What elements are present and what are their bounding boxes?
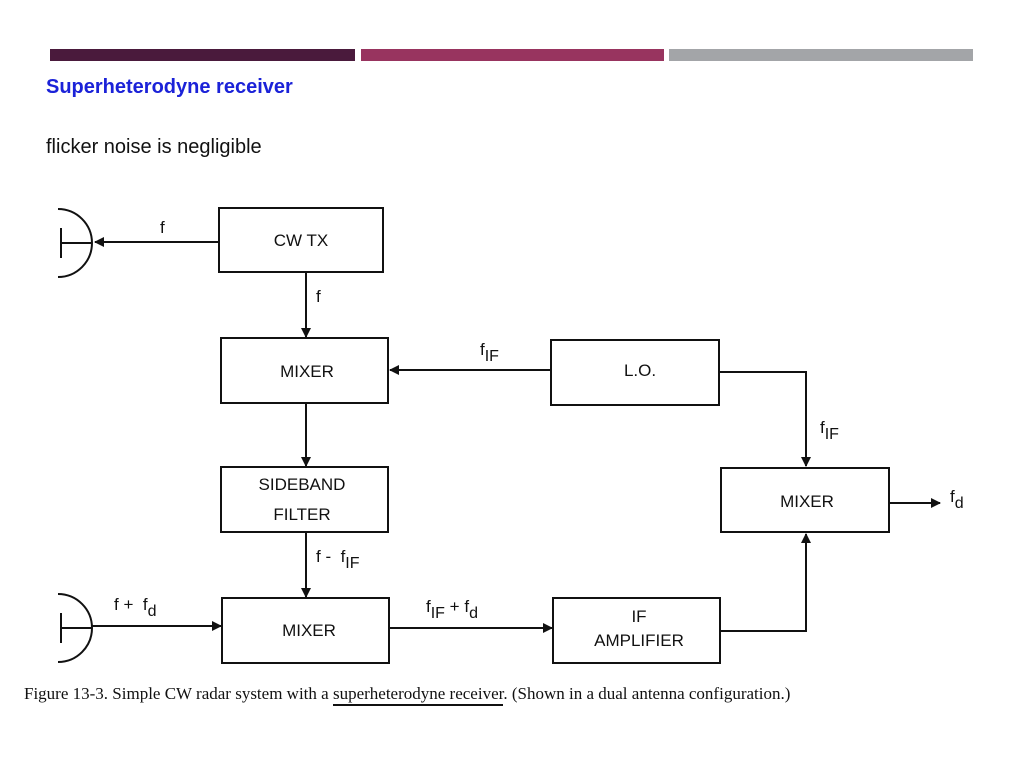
signal-fd-output: fd <box>950 487 964 512</box>
caption-text-end: . (Shown in a dual antenna configuration.) <box>503 684 791 703</box>
if-amplifier-label-1: IF <box>631 607 647 626</box>
figure-caption <box>24 683 1014 705</box>
caption-text-start: Figure 13-3. Simple CW radar system with a <box>24 684 333 703</box>
signal-f-mixer: f <box>316 287 321 306</box>
mixer-top-label: MIXER <box>280 362 334 381</box>
slide-title: Superheterodyne receiver <box>46 76 293 98</box>
rx-antenna-icon <box>58 594 92 662</box>
lo-label: L.O. <box>623 361 657 380</box>
if-amplifier-label-2: AMPLIFIER <box>594 631 684 650</box>
if-to-right-mixer-line <box>720 534 806 631</box>
signal-f-plus-fd: f + fd <box>114 595 157 620</box>
caption-underlined-term: superheterodyne receiver <box>333 684 503 706</box>
sideband-filter-label-2: FILTER <box>273 505 331 524</box>
tx-antenna-icon <box>58 209 92 277</box>
lo-to-right-mixer-line <box>719 372 806 466</box>
mixer-bottom-label: MIXER <box>282 621 336 640</box>
sideband-filter-label-1: SIDEBAND <box>258 475 346 494</box>
cw-tx-label: CW TX <box>273 231 329 250</box>
slide-subtitle: flicker noise is negligible <box>46 136 262 158</box>
signal-fif-down: fIF <box>820 418 839 443</box>
mixer-right-label: MIXER <box>780 492 834 511</box>
signal-fif-lo: fIF <box>480 340 499 365</box>
signal-f-minus-fif: f - fIF <box>316 547 360 572</box>
signal-f-antenna: f <box>160 218 165 237</box>
signal-fif-plus-fd: fIF + fd <box>426 597 478 622</box>
